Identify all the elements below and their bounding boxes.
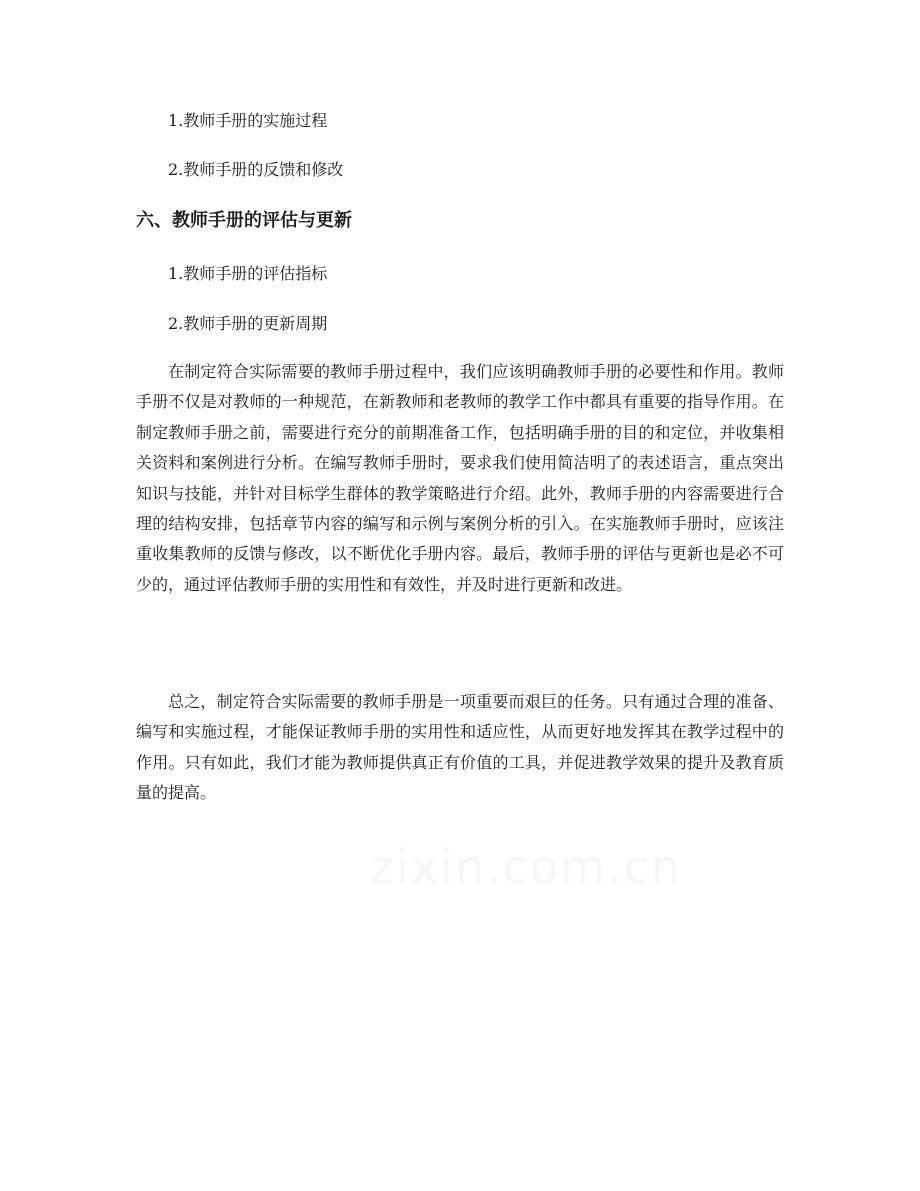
- paragraph-summary: 在制定符合实际需要的教师手册过程中，我们应该明确教师手册的必要性和作用。教师手册不仅是对教师的一种规范，在新教师和老教师的教学工作中都具有重要的指导作用。在制定教师手册之前，需要进行充分的前期准备工作，包括明确手册的目的和定位，并收集相关资料和案例进行分析。在编写教师手册时，要求我们使用简洁明了的表述语言，重点突出知识与技能，并针对目标学生群体的教学策略进行介绍。此外，教师手册的内容需要进行合理的结构安排，包括章节内容的编写和示例与案例分析的引入。在实施教师手册时，应该注重收集教师的反馈与修改，以不断优化手册内容。最后，教师手册的评估与更新也是必不可少的，通过评估教师手册的实用性和有效性，并及时进行更新和改进。: [136, 362, 784, 594]
- list-item-update-cycle: 2.教师手册的更新周期: [168, 314, 328, 333]
- list-item-feedback-revision: 2.教师手册的反馈和修改: [168, 160, 344, 179]
- paragraph-conclusion: 总之，制定符合实际需要的教师手册是一项重要而艰巨的任务。只有通过合理的准备、编写和实施过程，才能保证教师手册的实用性和适应性，从而更好地发挥其在教学过程中的作用。只有如此，我们才能为教师提供真正有价值的工具，并促进教学效果的提升及教育质量的提高。: [136, 692, 784, 803]
- list-item-evaluation-indicators: 1.教师手册的评估指标: [168, 264, 328, 283]
- list-item-implementation-process: 1.教师手册的实施过程: [168, 111, 328, 130]
- section-heading-evaluation-update: 六、教师手册的评估与更新: [136, 210, 352, 231]
- watermark: [370, 840, 670, 894]
